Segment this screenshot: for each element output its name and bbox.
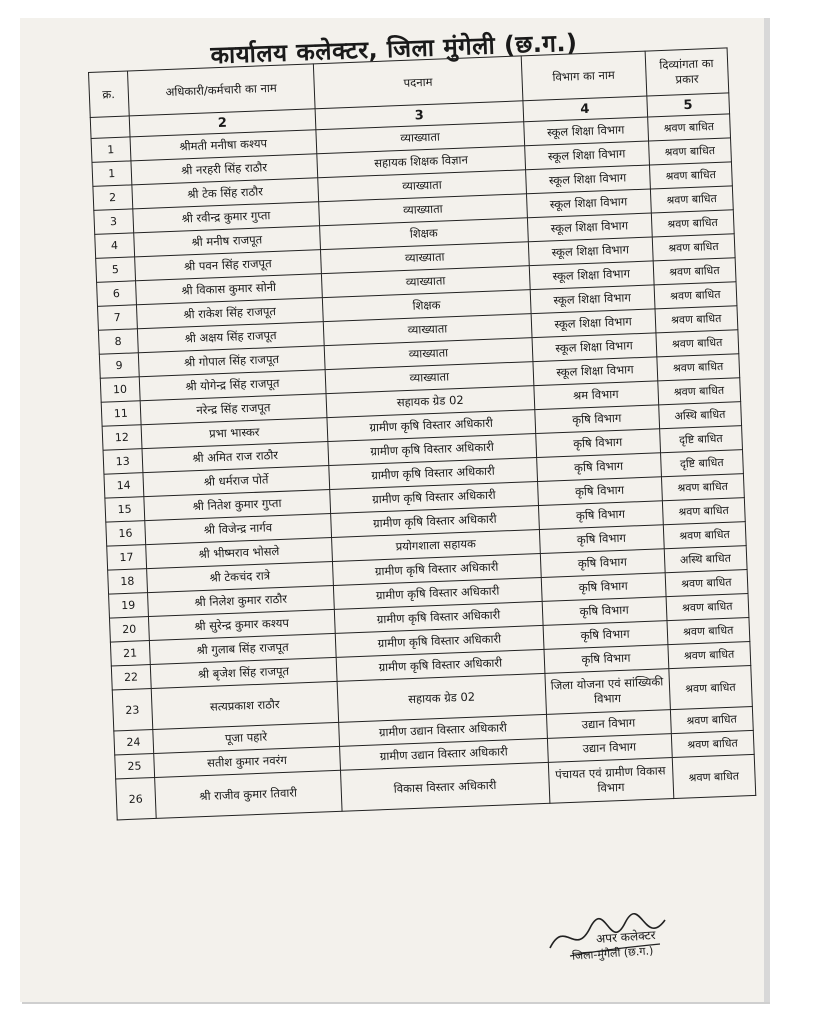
- cell-post: शिक्षक: [322, 290, 530, 322]
- cell-disability: श्रवण बाधित: [650, 186, 733, 213]
- column-number-sn: [90, 116, 129, 138]
- cell-dept: श्रम विभाग: [533, 381, 658, 410]
- cell-name: पूजा पहारे: [152, 722, 339, 753]
- cell-sn: 19: [109, 593, 148, 618]
- cell-dept: स्कूल शिक्षा विभाग: [532, 333, 657, 362]
- cell-disability: अस्थि बाधित: [664, 546, 747, 573]
- cell-disability: श्रवण बाधित: [662, 498, 745, 525]
- cell-post: व्याख्याता: [319, 194, 527, 226]
- cell-post: ग्रामीण कृषि विस्तार अधिकारी: [331, 506, 539, 538]
- cell-post: ग्रामीण कृषि विस्तार अधिकारी: [335, 625, 543, 657]
- cell-post: ग्रामीण कृषि विस्तार अधिकारी: [333, 554, 541, 586]
- cell-name: श्री योगेन्द्र सिंह राजपूत: [139, 370, 326, 401]
- cell-disability: श्रवण बाधित: [652, 234, 735, 261]
- cell-sn: 6: [97, 281, 136, 306]
- cell-name: श्री बृजेश सिंह राजपूत: [150, 657, 337, 688]
- cell-disability: श्रवण बाधित: [671, 730, 754, 757]
- cell-sn: 10: [100, 377, 139, 402]
- header-name: अधिकारी/कर्मचारी का नाम: [127, 64, 315, 116]
- cell-dept: कृषि विभाग: [536, 453, 661, 482]
- cell-sn: 20: [109, 617, 148, 642]
- cell-name: श्री टेकचंद रात्रे: [146, 561, 333, 592]
- cell-dept: कृषि विभाग: [538, 501, 663, 530]
- cell-sn: 16: [106, 521, 145, 546]
- column-number-dept: 4: [523, 96, 648, 122]
- cell-name: श्री राकेश सिंह राजपूत: [136, 298, 323, 329]
- header-post: पदनाम: [313, 56, 522, 109]
- cell-dept: स्कूल शिक्षा विभाग: [533, 357, 658, 386]
- cell-name: श्री मनीष राजपूत: [133, 226, 320, 257]
- column-number-post: 3: [315, 101, 523, 130]
- cell-dept: स्कूल शिक्षा विभाग: [530, 285, 655, 314]
- cell-name: श्री राजीव कुमार तिवारी: [154, 770, 342, 818]
- column-number-name: 2: [129, 109, 316, 137]
- cell-sn: 15: [105, 497, 144, 522]
- cell-name: श्री विकास कुमार सोनी: [135, 274, 322, 305]
- cell-post: ग्रामीण कृषि विस्तार अधिकारी: [328, 434, 536, 466]
- cell-sn: 18: [108, 569, 147, 594]
- cell-disability: श्रवण बाधित: [672, 754, 756, 798]
- employee-table: [88, 47, 756, 820]
- cell-sn: 11: [101, 401, 140, 426]
- cell-dept: कृषि विभाग: [537, 477, 662, 506]
- cell-sn: 17: [107, 545, 146, 570]
- cell-dept: स्कूल शिक्षा विभाग: [527, 213, 652, 242]
- cell-dept: कृषि विभाग: [544, 645, 669, 674]
- cell-post: व्याख्याता: [321, 242, 529, 274]
- cell-dept: कृषि विभाग: [534, 405, 659, 434]
- cell-post: व्याख्याता: [316, 122, 524, 154]
- cell-name: श्री विजेन्द्र नार्गव: [144, 514, 331, 545]
- cell-dept: स्कूल शिक्षा विभाग: [524, 141, 649, 170]
- cell-sn: 1: [91, 137, 130, 162]
- cell-disability: श्रवण बाधित: [648, 138, 731, 165]
- cell-disability: दृष्टि बाधित: [659, 426, 742, 453]
- cell-dept: कृषि विभाग: [542, 597, 667, 626]
- cell-post: प्रयोगशाला सहायक: [332, 530, 540, 562]
- cell-disability: श्रवण बाधित: [653, 258, 736, 285]
- header-disability: दिव्यांगता का प्रकार: [645, 48, 729, 96]
- cell-disability: श्रवण बाधित: [668, 665, 752, 709]
- cell-name: सतीश कुमार नवरंग: [153, 746, 340, 777]
- cell-dept: स्कूल शिक्षा विभाग: [525, 165, 650, 194]
- cell-disability: श्रवण बाधित: [656, 354, 739, 381]
- cell-disability: श्रवण बाधित: [663, 522, 746, 549]
- column-number-disability: 5: [646, 93, 729, 117]
- cell-name: श्री धर्मराज पोर्ते: [142, 466, 329, 497]
- cell-disability: श्रवण बाधित: [670, 706, 753, 733]
- cell-disability: श्रवण बाधित: [651, 210, 734, 237]
- cell-name: नरेन्द्र सिंह राजपूत: [140, 394, 327, 425]
- cell-dept: कृषि विभाग: [535, 429, 660, 458]
- cell-disability: अस्थि बाधित: [658, 402, 741, 429]
- cell-sn: 24: [114, 730, 153, 755]
- cell-sn: 1: [92, 161, 131, 186]
- page-edge: [764, 18, 770, 1002]
- cell-sn: 25: [115, 753, 154, 778]
- cell-post: सहायक ग्रेड 02: [326, 386, 534, 418]
- cell-sn: 26: [116, 777, 156, 819]
- cell-dept: उद्यान विभाग: [547, 734, 672, 763]
- cell-sn: 5: [96, 257, 135, 282]
- cell-post: ग्रामीण कृषि विस्तार अधिकारी: [336, 649, 544, 681]
- cell-disability: श्रवण बाधित: [668, 642, 751, 669]
- cell-sn: 4: [95, 233, 134, 258]
- cell-disability: श्रवण बाधित: [661, 474, 744, 501]
- cell-dept: स्कूल शिक्षा विभाग: [523, 117, 648, 146]
- cell-post: ग्रामीण कृषि विस्तार अधिकारी: [330, 482, 538, 514]
- cell-post: व्याख्याता: [322, 266, 530, 298]
- cell-post: ग्रामीण कृषि विस्तार अधिकारी: [329, 458, 537, 490]
- cell-name: श्रीमती मनीषा कश्यप: [130, 130, 317, 161]
- cell-disability: दृष्टि बाधित: [660, 450, 743, 477]
- cell-post: व्याख्याता: [323, 314, 531, 346]
- employee-table-wrapper: [88, 47, 756, 820]
- cell-dept: पंचायत एवं ग्रामीण विकास विभाग: [548, 758, 674, 804]
- cell-name: श्री गुलाब सिंह राजपूत: [149, 633, 336, 664]
- cell-sn: 23: [112, 689, 152, 731]
- cell-post: विकास विस्तार अधिकारी: [341, 762, 550, 811]
- cell-sn: 9: [99, 353, 138, 378]
- cell-post: व्याख्याता: [318, 170, 526, 202]
- cell-post: ग्रामीण कृषि विस्तार अधिकारी: [327, 410, 535, 442]
- cell-disability: श्रवण बाधित: [666, 594, 749, 621]
- cell-dept: स्कूल शिक्षा विभाग: [529, 261, 654, 290]
- cell-disability: श्रवण बाधित: [665, 570, 748, 597]
- cell-disability: श्रवण बाधित: [647, 114, 730, 141]
- cell-dept: कृषि विभाग: [539, 525, 664, 554]
- cell-disability: श्रवण बाधित: [656, 330, 739, 357]
- cell-post: सहायक शिक्षक विज्ञान: [317, 146, 525, 178]
- cell-dept: कृषि विभाग: [540, 549, 665, 578]
- cell-post: ग्रामीण उद्यान विस्तार अधिकारी: [339, 714, 547, 746]
- cell-name: प्रभा भास्कर: [141, 418, 328, 449]
- cell-dept: कृषि विभाग: [543, 621, 668, 650]
- cell-name: श्री निलेश कुमार राठौर: [147, 585, 334, 616]
- cell-post: शिक्षक: [320, 218, 528, 250]
- cell-disability: श्रवण बाधित: [657, 378, 740, 405]
- cell-sn: 7: [98, 305, 137, 330]
- cell-disability: श्रवण बाधित: [654, 282, 737, 309]
- signature-title: अपर कलेक्टर: [595, 927, 657, 947]
- cell-post: ग्रामीण कृषि विस्तार अधिकारी: [334, 577, 542, 609]
- cell-dept: उद्यान विभाग: [546, 710, 671, 739]
- cell-sn: 8: [98, 329, 137, 354]
- cell-name: श्री नरहरी सिंह राठौर: [131, 154, 318, 185]
- cell-sn: 3: [94, 209, 133, 234]
- cell-post: व्याख्याता: [324, 338, 532, 370]
- cell-sn: 14: [104, 473, 143, 498]
- cell-name: सत्यप्रकाश राठौर: [151, 681, 339, 729]
- cell-sn: 22: [111, 665, 150, 690]
- cell-sn: 12: [102, 425, 141, 450]
- cell-post: ग्रामीण उद्यान विस्तार अधिकारी: [340, 738, 548, 770]
- cell-sn: 2: [93, 185, 132, 210]
- cell-dept: स्कूल शिक्षा विभाग: [526, 189, 651, 218]
- cell-disability: श्रवण बाधित: [667, 618, 750, 645]
- page-title: कार्यालय कलेक्टर, जिला मुंगेली (छ.ग.): [210, 28, 578, 70]
- cell-name: श्री पवन सिंह राजपूत: [134, 250, 321, 281]
- cell-name: श्री सुरेन्द्र कुमार कश्यप: [148, 609, 335, 640]
- table-body: [91, 114, 756, 820]
- cell-name: श्री टेक सिंह राठौर: [131, 178, 318, 209]
- cell-name: श्री गोपाल सिंह राजपूत: [138, 346, 325, 377]
- cell-name: श्री अमित राज राठौर: [142, 442, 329, 473]
- cell-name: श्री अक्षय सिंह राजपूत: [137, 322, 324, 353]
- header-dept: विभाग का नाम: [521, 51, 647, 101]
- cell-disability: श्रवण बाधित: [649, 162, 732, 189]
- cell-name: श्री रवीन्द्र कुमार गुप्ता: [132, 202, 319, 233]
- cell-name: श्री नितेश कुमार गुप्ता: [143, 490, 330, 521]
- cell-post: ग्रामीण कृषि विस्तार अधिकारी: [334, 601, 542, 633]
- cell-sn: 21: [110, 641, 149, 666]
- signature-district: जिला-मुंगेली (छ.ग.): [571, 944, 654, 963]
- cell-dept: जिला योजना एवं सांख्यिकी विभाग: [545, 669, 671, 715]
- cell-name: श्री भीष्मराव भोसले: [145, 537, 332, 568]
- header-sn: क्र.: [89, 71, 129, 117]
- cell-dept: स्कूल शिक्षा विभाग: [528, 237, 653, 266]
- cell-post: व्याख्याता: [325, 362, 533, 394]
- cell-dept: कृषि विभाग: [541, 573, 666, 602]
- cell-disability: श्रवण बाधित: [655, 306, 738, 333]
- cell-sn: 13: [103, 449, 142, 474]
- cell-dept: स्कूल शिक्षा विभाग: [531, 309, 656, 338]
- cell-post: सहायक ग्रेड 02: [337, 673, 546, 722]
